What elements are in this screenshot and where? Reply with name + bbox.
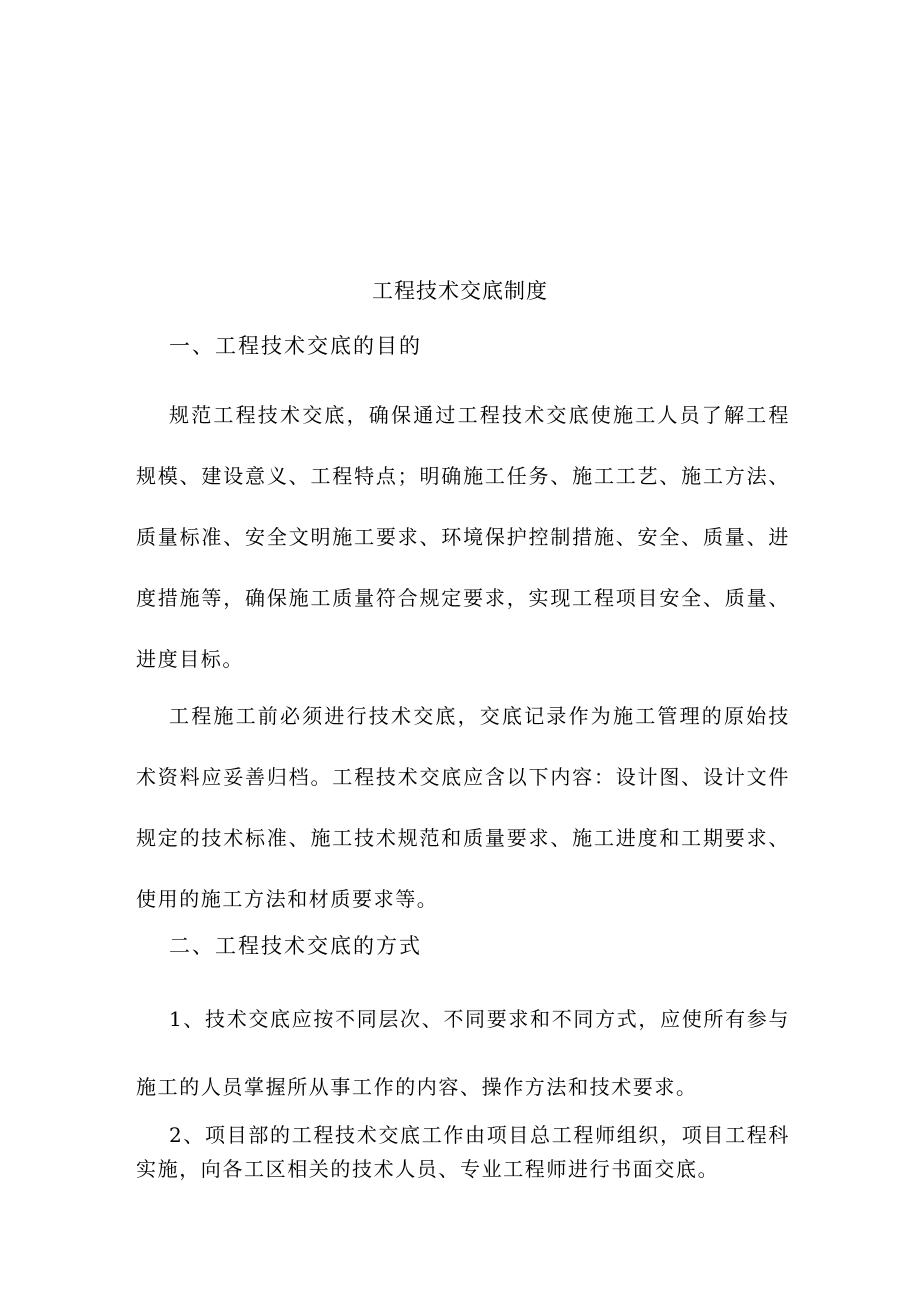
paragraph-purpose-2: 工程施工前必须进行技术交底，交底记录作为施工管理的原始技术资料应妥善归档。工程技术交底应含以下内容：设计图、设计文件规定的技术标准、施工技术规范和质量要求、施工进度和工期要求、使用的施工方法和材质要求等。 bbox=[136, 704, 790, 911]
section-heading-method: 二、工程技术交底的方式 bbox=[169, 934, 422, 958]
list-item-method-2: 2、项目部的工程技术交底工作由项目总工程师组织，项目工程科实施，向各工区相关的技术人员、专业工程师进行书面交底。 bbox=[136, 1123, 790, 1181]
list-item-method-1: 1、技术交底应按不同层次、不同要求和不同方式，应使所有参与施工的人员掌握所从事工作的内容、操作方法和技术要求。 bbox=[136, 1007, 790, 1099]
paragraph-purpose-1: 规范工程技术交底，确保通过工程技术交底使施工人员了解工程规模、建设意义、工程特点；明确施工任务、施工工艺、施工方法、质量标准、安全文明施工要求、环境保护控制措施、安全、质量、进度措施等，确保施工质量符合规定要求，实现工程项目安全、质量、进度目标。 bbox=[136, 403, 790, 671]
document-title: 工程技术交底制度 bbox=[372, 279, 548, 303]
section-heading-purpose: 一、工程技术交底的目的 bbox=[169, 334, 422, 358]
